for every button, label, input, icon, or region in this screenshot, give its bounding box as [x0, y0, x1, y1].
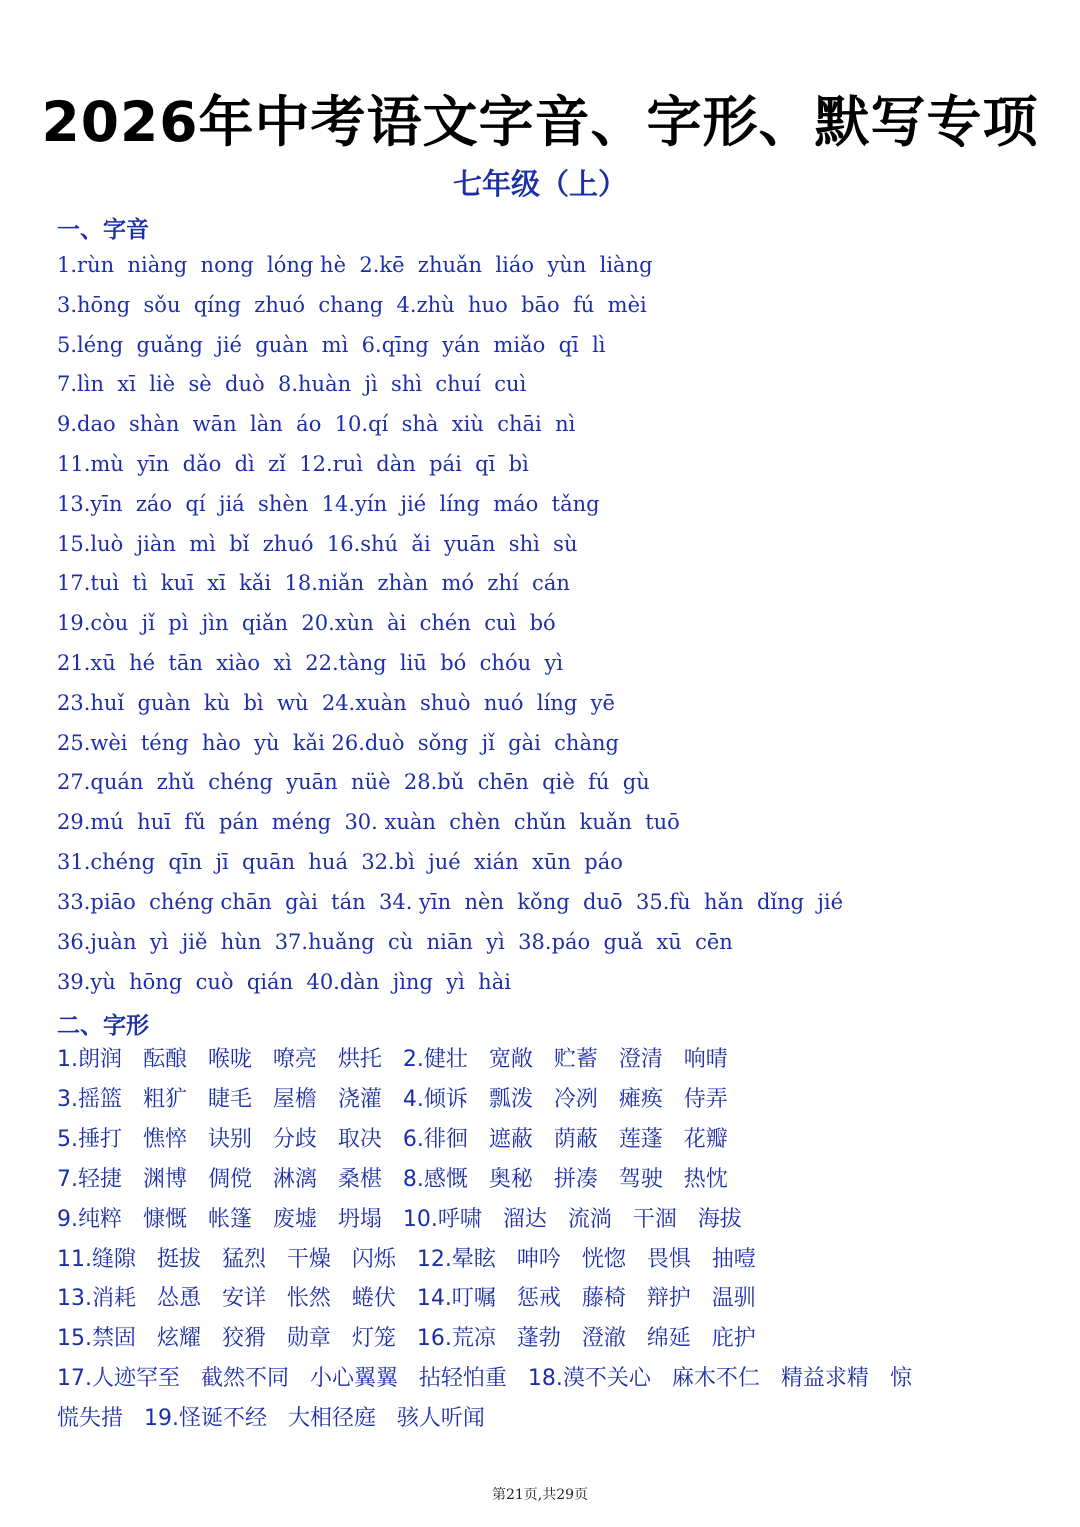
- pinyin-line: 36.juàn yì jiě hùn 37.huǎng cù niān yì 38.páo guǎ xū cēn: [57, 930, 733, 954]
- pinyin-line: 19.còu jǐ pì jìn qiǎn 20.xùn ài chén cuì bó: [57, 611, 556, 635]
- pinyin-line: 1.rùn niàng nong lóng hè 2.kē zhuǎn liáo yùn liàng: [57, 253, 653, 277]
- glyph-line: 7.轻捷 渊博 倜傥 淋漓 桑椹 8.感慨 奥秘 拼凑 驾驶 热忱: [57, 1167, 728, 1192]
- pinyin-line: 33.piāo chéng chān gài tán 34. yīn nèn kǒng duō 35.fù hǎn dǐng jié: [57, 890, 844, 914]
- page-title: 2026年中考语文字音、字形、默写专项: [41, 90, 1039, 154]
- section-heading-pronunciation: 一、字音: [57, 217, 149, 243]
- pinyin-line: 7.lìn xī liè sè duò 8.huàn jì shì chuí cuì: [57, 372, 527, 396]
- glyph-line: 13.消耗 怂恿 安详 怅然 蜷伏 14.叮嘱 惩戒 藤椅 辩护 温驯: [57, 1286, 756, 1311]
- glyph-line: 9.纯粹 慷慨 帐篷 废墟 坍塌 10.呼啸 溜达 流淌 干涸 海拔: [57, 1207, 742, 1232]
- grade-subtitle: 七年级（上）: [452, 167, 627, 201]
- glyph-line: 5.捶打 憔悴 诀别 分歧 取决 6.徘徊 遮蔽 荫蔽 莲蓬 花瓣: [57, 1127, 728, 1152]
- pinyin-line: 9.dao shàn wān làn áo 10.qí shà xiù chāi nì: [57, 412, 576, 436]
- pinyin-line: 21.xū hé tān xiào xì 22.tàng liū bó chóu yì: [57, 651, 564, 675]
- pinyin-line: 5.léng guǎng jié guàn mì 6.qīng yán miǎo qī lì: [57, 333, 606, 357]
- glyph-line: 慌失措 19.怪诞不经 大相径庭 骇人听闻: [57, 1406, 485, 1431]
- section-heading-glyphs: 二、字形: [57, 1013, 149, 1039]
- glyph-line: 11.缝隙 挺拔 猛烈 干燥 闪烁 12.晕眩 呻吟 恍惚 畏惧 抽噎: [57, 1247, 756, 1272]
- pinyin-line: 27.quán zhǔ chéng yuān nüè 28.bǔ chēn qiè fú gù: [57, 770, 650, 794]
- pinyin-line: 23.huǐ guàn kù bì wù 24.xuàn shuò nuó líng yē: [57, 691, 615, 715]
- glyph-line: 3.摇篮 粗犷 睫毛 屋檐 浇灌 4.倾诉 瓢泼 冷冽 瘫痪 侍弄: [57, 1087, 728, 1112]
- pinyin-line: 3.hōng sǒu qíng zhuó chang 4.zhù huo bāo fú mèi: [57, 293, 647, 317]
- pinyin-line: 29.mú huī fǔ pán méng 30. xuàn chèn chǔn kuǎn tuō: [57, 810, 680, 834]
- glyph-line: 1.朗润 酝酿 喉咙 嘹亮 烘托 2.健壮 宽敞 贮蓄 澄清 响晴: [57, 1047, 728, 1072]
- pinyin-line: 13.yīn záo qí jiá shèn 14.yín jié líng máo tǎng: [57, 492, 600, 516]
- pinyin-line: 39.yù hōng cuò qián 40.dàn jìng yì hài: [57, 970, 511, 994]
- pinyin-line: 15.luò jiàn mì bǐ zhuó 16.shú ǎi yuān shì sù: [57, 532, 578, 556]
- pinyin-line: 11.mù yīn dǎo dì zǐ 12.ruì dàn pái qī bì: [57, 452, 529, 476]
- page-number: 第21页,共29页: [491, 1487, 589, 1503]
- glyph-line: 17.人迹罕至 截然不同 小心翼翼 拈轻怕重 18.漠不关心 麻木不仁 精益求精 惊: [57, 1366, 912, 1391]
- glyph-line: 15.禁固 炫耀 狡猾 勋章 灯笼 16.荒凉 蓬勃 澄澈 绵延 庇护: [57, 1326, 756, 1351]
- pinyin-line: 17.tuì tì kuī xī kǎi 18.niǎn zhàn mó zhí cán: [57, 571, 570, 595]
- pinyin-line: 31.chéng qīn jī quān huá 32.bì jué xián xūn páo: [57, 850, 623, 874]
- pinyin-line: 25.wèi téng hào yù kǎi 26.duò sǒng jǐ gài chàng: [57, 731, 619, 755]
